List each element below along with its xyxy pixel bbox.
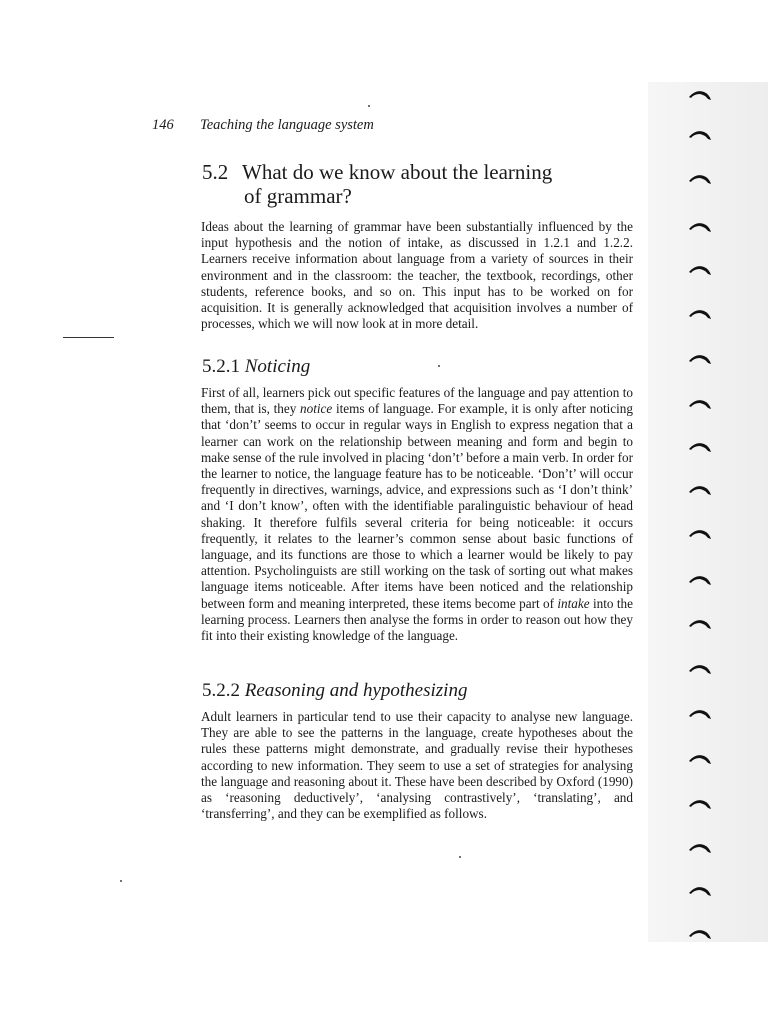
intake-emphasis: intake — [557, 595, 590, 611]
scan-speck — [438, 365, 440, 367]
subsection-number: 5.2.2 — [202, 680, 240, 701]
binding-ring-icon — [688, 263, 712, 277]
section-heading — [202, 160, 642, 208]
subsection-number: 5.2.1 — [202, 356, 240, 377]
page-number: 146 — [152, 117, 174, 133]
scan-speck — [459, 856, 461, 858]
binding-ring-icon — [688, 841, 712, 855]
running-header — [152, 117, 374, 134]
noticing-text-a: First of all, learners pick out specific features of the language and pay attention to them, that is, they — [201, 385, 633, 417]
binding-ring-icon — [688, 927, 712, 941]
binding-strip — [648, 82, 768, 942]
noticing-text-b: items of language. For example, it is only after noticing that ‘don’t’ seems to occur in regular ways in English to express negation that a learner can work on the relationship between meaning and form and begin to make sense of the rule involved in placing ‘don’t’ before a main verb. In order for the learner to notice, the language feature has to be noticeable. ‘Don’t’ will occur frequently in directives, warnings, advice, and expressions such as ‘I don’t think’ and ‘I don’t know’, often with the identifiable paralinguistic behaviour of head shaking. It therefore fulfils several criteria for being noticeable: it occurs frequently, it relates to the learner’s common sense about basic functions of language, and its functions are those to which a learner would be likely to pay attention. Psycholinguists are still working on the task of sorting out what makes language items noticeable. After items have been noticed and the relationship between form and meaning interpreted, these items become part of — [201, 401, 633, 611]
section-title-line1: What do we know about the learning — [242, 160, 553, 184]
section-number: 5.2 — [202, 160, 229, 184]
binding-ring-icon — [688, 397, 712, 411]
binding-ring-icon — [688, 352, 712, 366]
binding-ring-icon — [688, 797, 712, 811]
noticing-paragraph — [201, 385, 633, 644]
binding-ring-icon — [688, 752, 712, 766]
section-title-line2: of grammar? — [244, 184, 352, 208]
scan-speck — [120, 880, 122, 882]
subsection-title: Noticing — [244, 356, 311, 377]
binding-ring-icon — [688, 483, 712, 497]
margin-rule — [63, 337, 114, 338]
reasoning-paragraph: Adult learners in particular tend to use their capacity to analyse new language. They are able to see the patterns in the language, create hypotheses about the rules these patterns might demonstrate, and gradually revise their hypotheses according to new information. They seem to use a set of strategies for analysing the language and reasoning about it. These have been described by Oxford (1990) as ‘reasoning deductively’, ‘analysing contrastively’, ‘translating’, and ‘transferring’, and they can be exemplified as follows. — [201, 709, 633, 822]
subsection-heading-noticing — [202, 356, 310, 378]
binding-ring-icon — [688, 573, 712, 587]
binding-ring-icon — [688, 220, 712, 234]
binding-ring-icon — [688, 128, 712, 142]
binding-ring-icon — [688, 884, 712, 898]
noticing-text-c: into the learning process. Learners then analyse the forms in order to reason out how they fit into their existing knowledge of the language. — [201, 595, 633, 644]
notice-emphasis: notice — [300, 401, 333, 417]
subsection-title: Reasoning and hypothesizing — [244, 680, 468, 701]
binding-ring-icon — [688, 662, 712, 676]
intro-paragraph: Ideas about the learning of grammar have been substantially influenced by the input hypothesis and the notion of intake, as discussed in 1.2.1 and 1.2.2. Learners receive information about language from a variety of sources in their environment and in the classroom: the teacher, the textbook, recordings, other students, reference books, and so on. This input has to be worked on for acquisition. It is generally acknowledged that acquisition involves a number of processes, which we will now look at in more detail. — [201, 219, 633, 332]
scan-speck — [368, 105, 370, 107]
running-title: Teaching the language system — [200, 117, 374, 133]
binding-ring-icon — [688, 617, 712, 631]
subsection-heading-reasoning — [202, 680, 467, 702]
binding-ring-icon — [688, 707, 712, 721]
binding-ring-icon — [688, 527, 712, 541]
binding-ring-icon — [688, 307, 712, 321]
binding-ring-icon — [688, 88, 712, 102]
binding-ring-icon — [688, 440, 712, 454]
binding-ring-icon — [688, 172, 712, 186]
